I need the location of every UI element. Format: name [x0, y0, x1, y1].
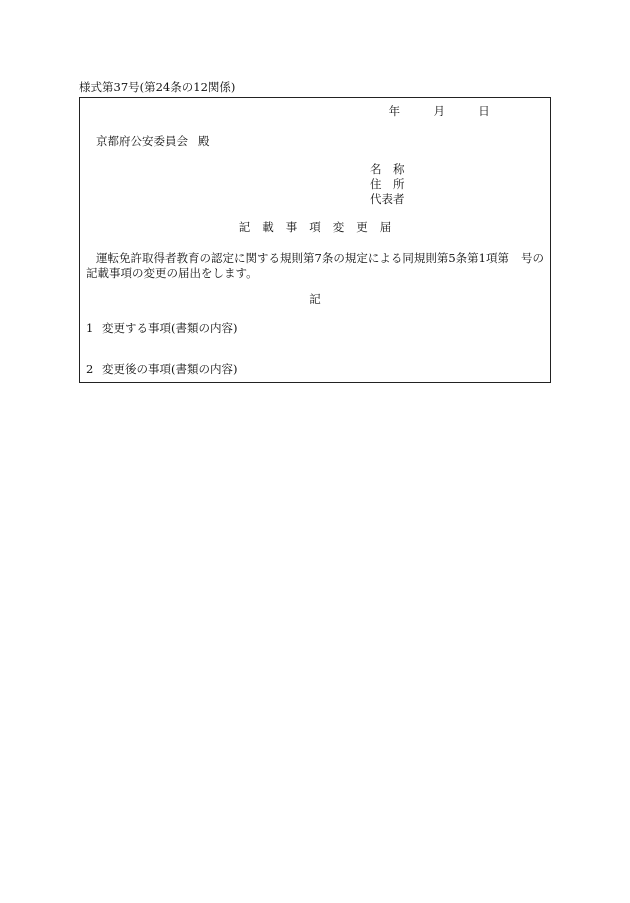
ki-heading: 記 — [309, 292, 321, 306]
item-label: 変更する事項(書類の内容) — [102, 321, 238, 335]
addressee-honorific: 殿 — [198, 134, 210, 148]
title-char: 項 — [309, 220, 321, 234]
title-char: 変 — [332, 220, 345, 234]
notification-form — [79, 97, 551, 383]
list-item — [86, 323, 237, 335]
item-number: 2 — [86, 362, 94, 376]
date-line — [359, 106, 490, 118]
title-char: 事 — [285, 220, 298, 234]
body-text-part1: 運転免許取得者教育の認定に関する規則第7条の規定による同規則第5条第1項第 — [96, 251, 509, 265]
item-number: 1 — [86, 321, 94, 335]
applicant-representative-label: 代表者 — [370, 192, 405, 206]
body-paragraph — [86, 251, 548, 281]
item-label: 変更後の事項(書類の内容) — [102, 362, 238, 376]
addressee-name: 京都府公安委員会 — [96, 134, 188, 148]
day-label: 日 — [478, 104, 490, 118]
title-char: 記 — [238, 220, 251, 234]
addressee — [96, 136, 210, 148]
title-char: 載 — [262, 220, 274, 234]
applicant-name-label: 名 称 — [370, 162, 405, 176]
year-label: 年 — [388, 104, 401, 118]
applicant-block — [370, 164, 405, 209]
body-text-part2: 号の記載事項の変更の届出をします。 — [86, 251, 544, 280]
title-char: 更 — [356, 220, 368, 234]
document-title — [80, 222, 550, 234]
list-item — [86, 364, 237, 376]
applicant-address-label: 住 所 — [370, 177, 405, 191]
form-number-label: 様式第37号(第24条の12関係) — [79, 80, 236, 94]
month-label: 月 — [433, 104, 445, 118]
title-char: 届 — [379, 220, 392, 234]
